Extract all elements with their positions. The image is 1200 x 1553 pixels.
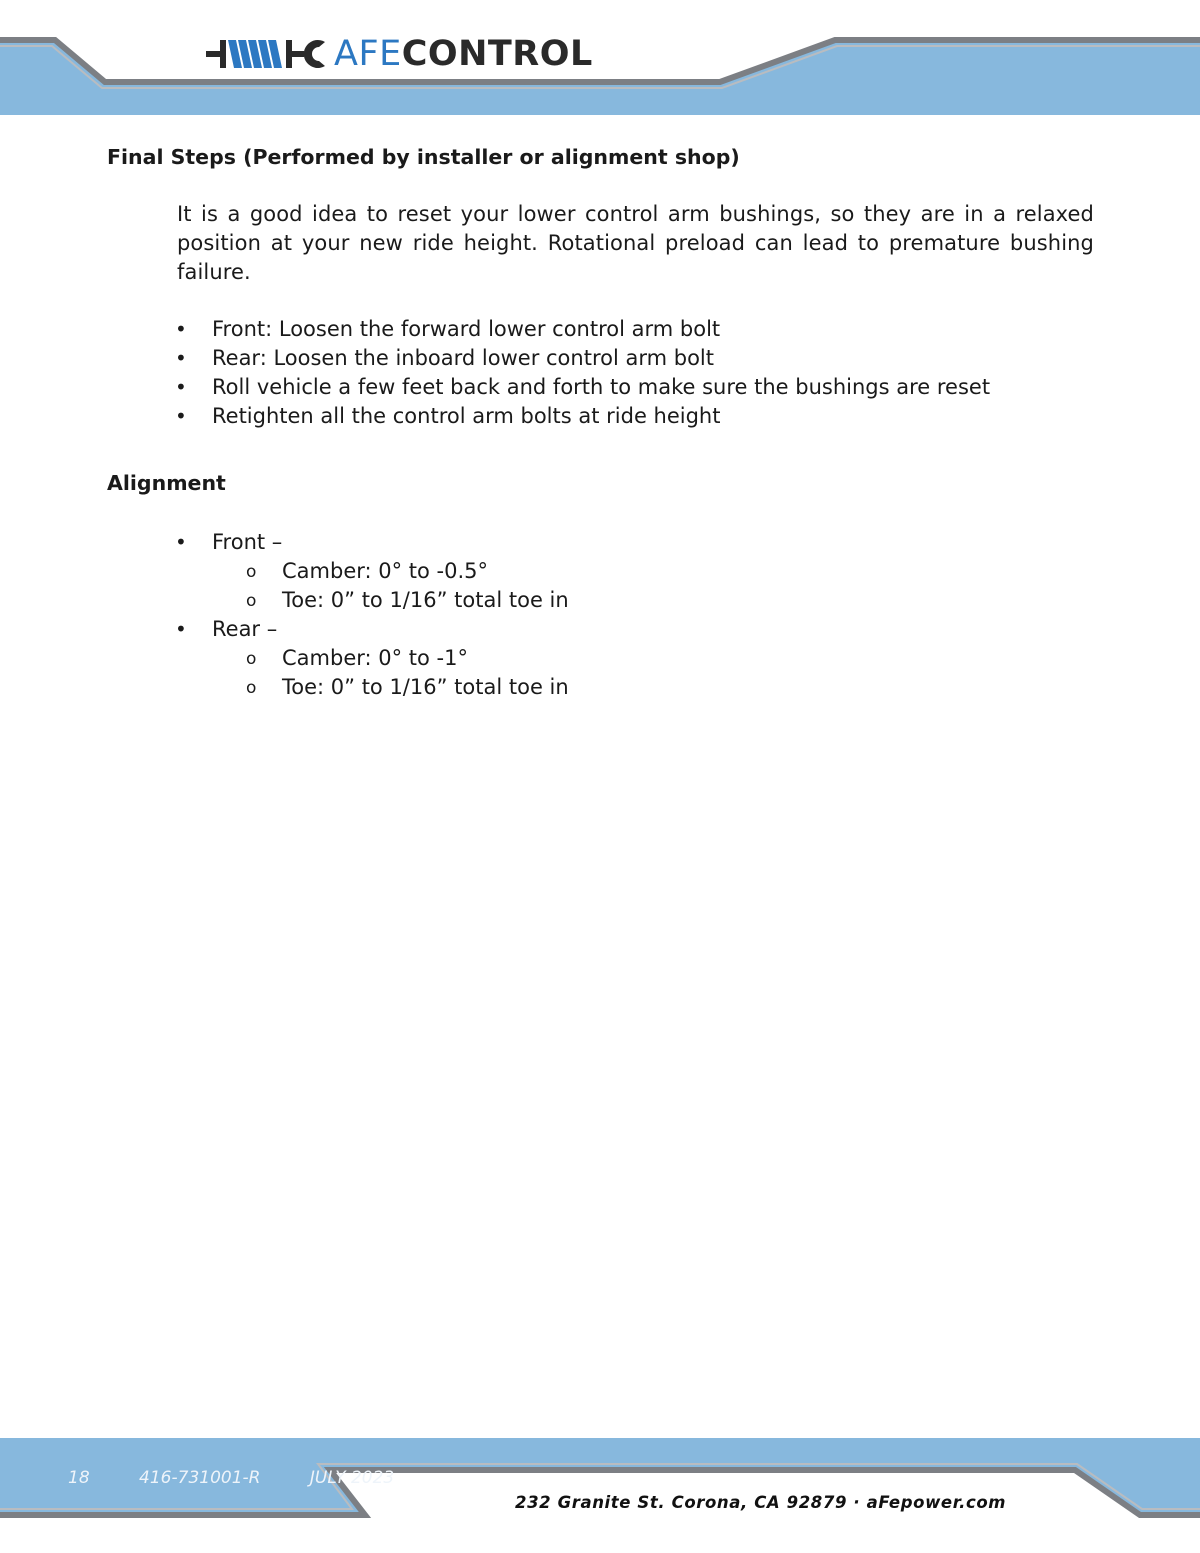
alignment-group-label: Front – — [212, 530, 283, 554]
alignment-group-front — [107, 528, 1097, 615]
list-item: o Camber: 0° to -1° — [212, 644, 1097, 673]
list-item: • Roll vehicle a few feet back and forth to make sure the bushings are reset — [107, 373, 1097, 402]
alignment-front-specs — [212, 557, 1097, 615]
final-steps-paragraph: It is a good idea to reset your lower control arm bushings, so they are in a relaxed position at your new ride height. Rotational preload can lead to premature bushing failure. — [177, 202, 1094, 284]
alignment-rear-specs — [212, 644, 1097, 702]
list-item: o Toe: 0” to 1/16” total toe in — [212, 586, 1097, 615]
alignment-heading: Alignment — [107, 471, 226, 495]
logo-text-control: CONTROL — [401, 34, 593, 74]
page-content — [107, 142, 1097, 702]
list-item: • Retighten all the control arm bolts at ride height — [107, 402, 1097, 431]
alignment-list — [107, 528, 1097, 702]
logo-text-afe: AFE — [334, 34, 402, 74]
alignment-group-rear — [107, 615, 1097, 702]
list-item: • Front: Loosen the forward lower control arm bolt — [107, 315, 1097, 344]
revision-date: JULY 2023 — [309, 1468, 395, 1488]
final-steps-heading: Final Steps (Performed by installer or alignment shop) — [107, 145, 740, 169]
alignment-group-label: Rear – — [212, 617, 278, 641]
coilover-spring-icon — [206, 34, 328, 74]
part-number: 416-731001-R — [139, 1468, 261, 1488]
final-steps-list — [107, 315, 1097, 431]
logo-wordmark — [334, 34, 593, 74]
list-item: • Rear: Loosen the inboard lower control arm bolt — [107, 344, 1097, 373]
afe-control-logo — [206, 34, 593, 74]
list-item: o Toe: 0” to 1/16” total toe in — [212, 673, 1097, 702]
footer-address: 232 Granite St. Corona, CA 92879 · aFepower.com — [515, 1493, 1007, 1512]
page-number: 18 — [68, 1468, 90, 1488]
list-item: o Camber: 0° to -0.5° — [212, 557, 1097, 586]
header-band — [0, 0, 1200, 115]
footer-meta — [68, 1468, 438, 1488]
